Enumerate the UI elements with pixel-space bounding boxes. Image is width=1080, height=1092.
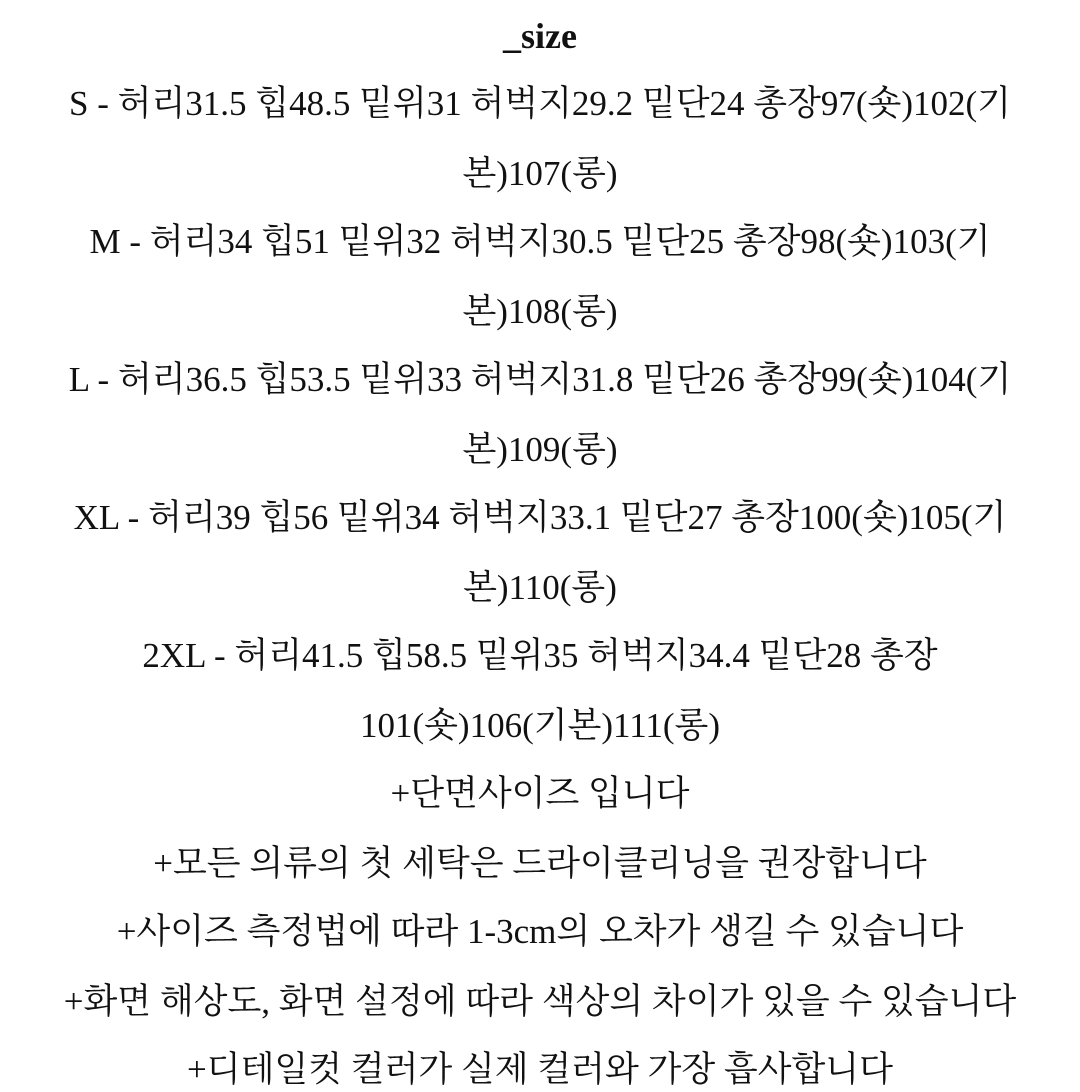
- size-2xl-line-1: 2XL - 허리41.5 힙58.5 밑위35 허벅지34.4 밑단28 총장: [142, 636, 938, 675]
- note-measurement-error: +사이즈 측정법에 따라 1-3cm의 오차가 생길 수 있습니다: [116, 912, 964, 951]
- size-title: _size: [503, 16, 577, 56]
- size-2xl-line-2: 101(숏)106(기본)111(롱): [359, 706, 721, 745]
- note-dry-cleaning: +모든 의류의 첫 세탁은 드라이클리닝을 권장합니다: [153, 844, 927, 883]
- note-screen-color: +화면 해상도, 화면 설정에 따라 색상의 차이가 있을 수 있습니다: [63, 982, 1017, 1021]
- size-l-line-2: 본)109(롱): [462, 430, 618, 469]
- size-m-line-1: M - 허리34 힙51 밑위32 허벅지30.5 밑단25 총장98(숏)103(기: [89, 222, 991, 261]
- size-xl-line-1: XL - 허리39 힙56 밑위34 허벅지33.1 밑단27 총장100(숏)105(기: [73, 498, 1007, 537]
- size-m-line-2: 본)108(롱): [462, 292, 618, 331]
- size-s-line-2: 본)107(롱): [462, 154, 618, 193]
- size-xl-line-2: 본)110(롱): [463, 568, 617, 607]
- note-flat-size: +단면사이즈 입니다: [390, 774, 690, 813]
- note-detail-color: +디테일컷 컬러가 실제 컬러와 가장 흡사합니다: [187, 1050, 893, 1089]
- size-l-line-1: L - 허리36.5 힙53.5 밑위33 허벅지31.8 밑단26 총장99(숏)104(기: [68, 360, 1012, 399]
- size-s-line-1: S - 허리31.5 힙48.5 밑위31 허벅지29.2 밑단24 총장97(숏)102(기: [69, 84, 1011, 123]
